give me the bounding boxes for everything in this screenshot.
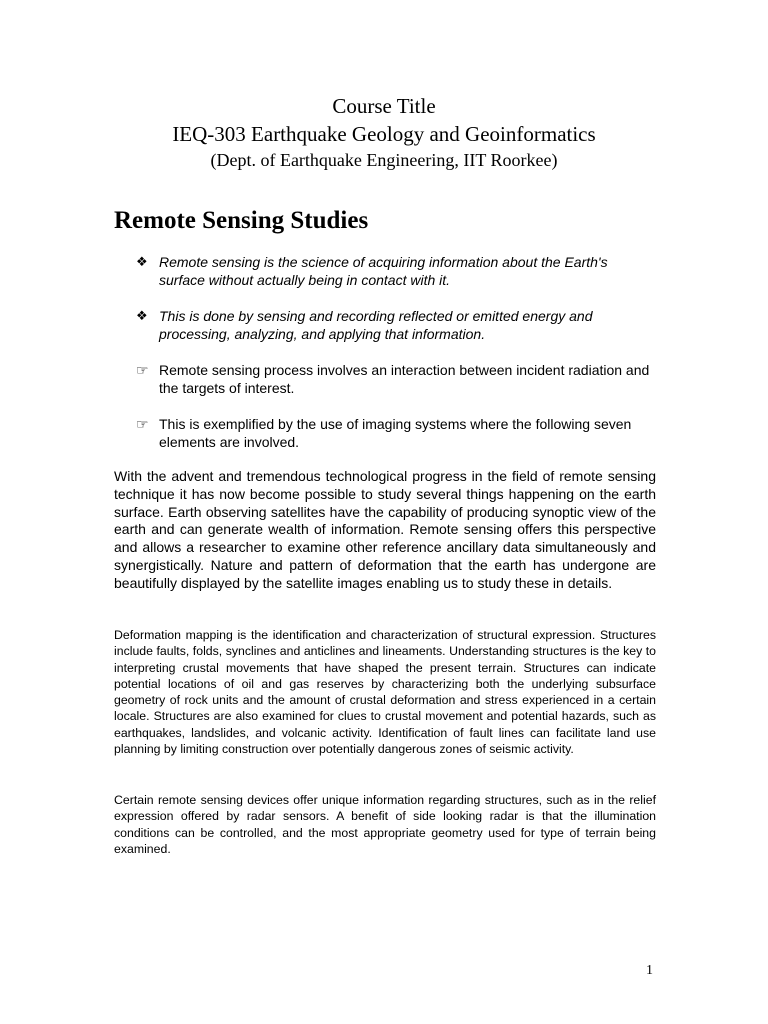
pointing-hand-icon: ☞ [136, 362, 149, 378]
department-name: (Dept. of Earthquake Engineering, IIT Roorkee) [210, 150, 558, 170]
bullet-item [136, 361, 656, 397]
bullet-text: This is done by sensing and recording reflected or emitted energy and processing, analyzing, and applying that information. [159, 308, 593, 342]
bullet-item [136, 415, 656, 451]
diamond-bullet-icon: ❖ [136, 254, 148, 269]
body-paragraph: Certain remote sensing devices offer unique information regarding structures, such as in the relief expression offered by radar sensors. A benefit of side looking radar is that the illumination conditions can be controlled, and the most appropriate geometry used for type of terrain being examined. [114, 793, 656, 856]
course-header [0, 92, 768, 172]
bullet-text: Remote sensing process involves an interaction between incident radiation and the targets of interest. [159, 362, 650, 396]
bullet-item [136, 253, 656, 289]
bullet-item [136, 307, 656, 343]
course-code-title: IEQ-303 Earthquake Geology and Geoinformatics [172, 122, 596, 146]
diamond-bullet-icon: ❖ [136, 308, 148, 323]
bullet-text: This is exemplified by the use of imaging systems where the following seven elements are involved. [159, 416, 632, 450]
section-title: Remote Sensing Studies [114, 207, 369, 234]
body-paragraph: With the advent and tremendous technological progress in the field of remote sensing technique it has now become possible to study several things happening on the earth surface. Earth observing satellites have the capability of producing synoptic view of the earth and can generate wealth of information. Remote sensing offers this perspective and allows a researcher to examine other reference ancillary data simultaneously and synergistically. Nature and pattern of deformation that the earth has undergone are beautifully displayed by the satellite images enabling us to study these in details. [114, 468, 656, 591]
pointing-hand-icon: ☞ [136, 416, 149, 432]
course-title-label: Course Title [332, 94, 436, 118]
page-number: 1 [646, 963, 653, 978]
bullet-text: Remote sensing is the science of acquiring information about the Earth's surface without actually being in contact with it. [159, 254, 608, 288]
body-paragraph: Deformation mapping is the identification and characterization of structural expression. Structures include faults, folds, synclines and anticlines and lineaments. Understanding structures is the key to interpreting crustal movements that have shaped the present terrain. Structures can indicate potential locations of oil and gas reserves by characterizing both the underlying subsurface geometry of rock units and the amount of crustal deformation and stress experienced in a certain locale. Structures are also examined for clues to crustal movement and potential hazards, such as earthquakes, landslides, and volcanic activity. Identification of fault lines can facilitate land use planning by limiting construction over potentially dangerous zones of seismic activity. [114, 628, 656, 757]
